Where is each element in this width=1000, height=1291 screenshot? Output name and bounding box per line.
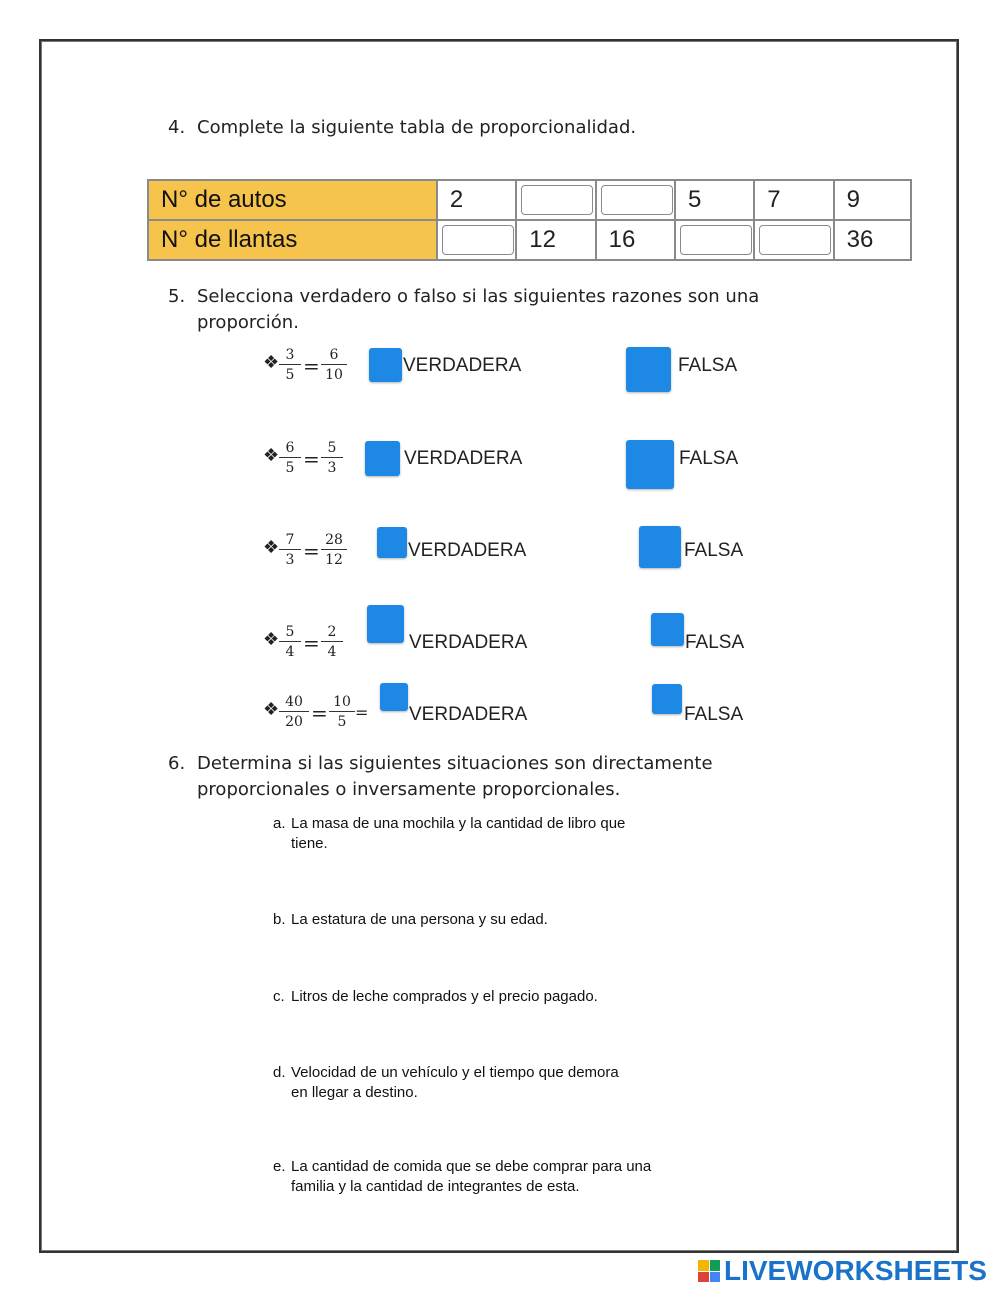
fraction-numerator: 40 (279, 693, 309, 712)
fraction-numerator: 3 (279, 346, 301, 365)
falsa-label: FALSA (684, 704, 744, 725)
situation-item (273, 814, 673, 854)
situation-letter: a. (273, 815, 286, 832)
diamond-bullet-icon: ❖ (263, 629, 280, 650)
table-cell: 2 (437, 180, 516, 220)
verdadera-label: VERDADERA (408, 540, 527, 561)
question-text: Determina si las siguientes situaciones son directamente proporcionales o inversamente proporcionales. (197, 753, 713, 800)
fraction-denominator: 5 (285, 367, 295, 383)
verdadera-checkbox[interactable] (365, 441, 400, 476)
answer-input[interactable] (759, 225, 831, 255)
table-cell: 9 (834, 180, 911, 220)
row-header-autos: N° de autos (148, 180, 437, 220)
situation-text: La cantidad de comida que se debe comprar para una familia y la cantidad de integrantes de esta. (291, 1158, 652, 1195)
diamond-bullet-icon: ❖ (263, 445, 280, 466)
falsa-checkbox[interactable] (651, 613, 684, 646)
situation-item (273, 987, 673, 1007)
answer-input[interactable] (680, 225, 752, 255)
question-text: Selecciona verdadero o falso si las siguientes razones son una proporción. (197, 286, 760, 333)
verdadera-checkbox[interactable] (377, 527, 407, 558)
falsa-label: FALSA (679, 448, 739, 469)
fraction-denominator: 5 (285, 460, 295, 476)
brand-name: LIVEWORKSHEETS (724, 1255, 987, 1286)
answer-cell (675, 220, 754, 260)
question-number: 4. (168, 117, 186, 138)
diamond-bullet-icon: ❖ (263, 537, 280, 558)
proportion-row: ❖ $\frac{5}{4}$ = $\frac{2}{4}$ (263, 623, 363, 663)
fraction-numerator: 5 (321, 439, 343, 458)
answer-cell (596, 180, 675, 220)
table-row (148, 220, 911, 260)
proportion-row: ❖ $\frac{7}{3}$ = $\frac{28}{12}$ (263, 531, 363, 571)
question-5 (168, 284, 868, 336)
situation-text: La estatura de una persona y su edad. (291, 911, 548, 928)
verdadera-label: VERDADERA (409, 704, 528, 725)
situation-text: La masa de una mochila y la cantidad de libro que tiene. (291, 815, 626, 852)
situation-letter: b. (273, 911, 286, 928)
fraction-denominator: 10 (325, 367, 343, 383)
question-number: 5. (168, 286, 186, 307)
fraction-numerator: 5 (279, 623, 301, 642)
falsa-checkbox[interactable] (652, 684, 682, 714)
proportionality-table (147, 179, 912, 261)
fraction-numerator: 2 (321, 623, 343, 642)
falsa-label: FALSA (678, 355, 738, 376)
proportion-row: ❖ $\frac{6}{5}$ = $\frac{5}{3}$ (263, 439, 363, 479)
fraction-numerator: 6 (279, 439, 301, 458)
diamond-bullet-icon: ❖ (263, 699, 280, 720)
verdadera-checkbox[interactable] (367, 605, 404, 643)
verdadera-checkbox[interactable] (369, 348, 402, 382)
question-text: Complete la siguiente tabla de proporcionalidad. (197, 117, 637, 138)
situation-text: Velocidad de un vehículo y el tiempo que demora en llegar a destino. (291, 1064, 619, 1101)
falsa-checkbox[interactable] (626, 440, 674, 489)
situation-letter: e. (273, 1158, 286, 1175)
answer-cell (754, 220, 833, 260)
fraction-denominator: 3 (327, 460, 337, 476)
answer-input[interactable] (601, 185, 673, 215)
answer-cell (437, 220, 516, 260)
table-cell: 36 (834, 220, 911, 260)
situation-letter: c. (273, 988, 285, 1005)
falsa-label: FALSA (685, 632, 745, 653)
fraction-numerator: 28 (321, 531, 347, 550)
verdadera-label: VERDADERA (404, 448, 523, 469)
fraction-denominator: 20 (285, 714, 303, 730)
situation-item (273, 1157, 673, 1217)
situation-text: Litros de leche comprados y el precio pagado. (291, 988, 598, 1005)
falsa-checkbox[interactable] (639, 526, 681, 568)
table-row (148, 180, 911, 220)
fraction-denominator: 5 (337, 714, 347, 730)
table-cell: 5 (675, 180, 754, 220)
question-number: 6. (168, 753, 186, 774)
situation-item (273, 1063, 673, 1103)
fraction-numerator: 7 (279, 531, 301, 550)
situation-letter: d. (273, 1064, 286, 1081)
verdadera-checkbox[interactable] (380, 683, 408, 711)
fraction-denominator: 3 (285, 552, 295, 568)
falsa-label: FALSA (684, 540, 744, 561)
answer-input[interactable] (521, 185, 593, 215)
fraction-denominator: 12 (325, 552, 343, 568)
liveworksheets-logo (698, 1257, 987, 1285)
answer-input[interactable] (442, 225, 514, 255)
fraction-denominator: 4 (285, 644, 295, 660)
proportion-row: ❖ $\frac{40}{20}$ = $\frac{10}{5}$ = (263, 694, 369, 730)
fraction-numerator: 10 (329, 693, 355, 712)
table-cell: 12 (516, 220, 595, 260)
situation-item (273, 910, 673, 930)
question-6 (168, 751, 868, 803)
table-cell: 7 (754, 180, 833, 220)
fraction-denominator: 4 (327, 644, 337, 660)
question-4 (168, 115, 868, 141)
row-header-llantas: N° de llantas (148, 220, 437, 260)
verdadera-label: VERDADERA (403, 355, 522, 376)
liveworksheets-logo-icon (698, 1260, 720, 1282)
answer-cell (516, 180, 595, 220)
falsa-checkbox[interactable] (626, 347, 671, 392)
verdadera-label: VERDADERA (409, 632, 528, 653)
proportion-row: ❖ $\frac{3}{5}$ = $\frac{6}{10}$ (263, 346, 363, 386)
diamond-bullet-icon: ❖ (263, 352, 280, 373)
fraction-numerator: 6 (321, 346, 347, 365)
table-cell: 16 (596, 220, 675, 260)
